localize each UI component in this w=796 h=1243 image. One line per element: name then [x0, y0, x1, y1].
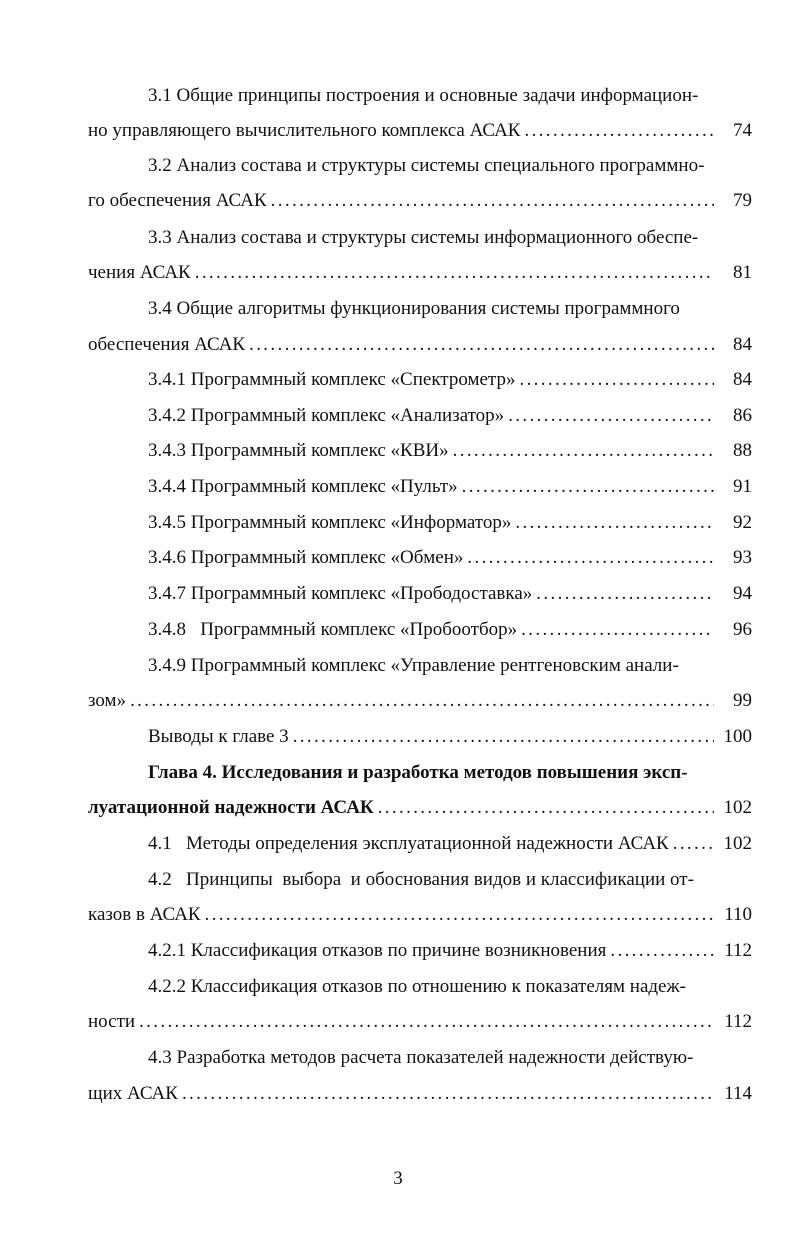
- toc-page-number: 88: [733, 440, 752, 461]
- dot-leader: [130, 688, 714, 714]
- toc-page-number: 94: [733, 583, 752, 604]
- toc-entry-3-4-9-line1: [148, 653, 752, 679]
- toc-page-number: 79: [733, 190, 752, 211]
- toc-entry-text: щих АСАК: [88, 1083, 178, 1104]
- toc-entry-text: 4.2.2 Классификация отказов по отношению к показателям надеж-: [148, 976, 686, 997]
- toc-entry-text: 3.4.5 Программный комплекс «Информатор»: [148, 512, 512, 533]
- toc-page-number: 84: [733, 369, 752, 390]
- toc-entry-text: 3.1 Общие принципы построения и основные задачи информацион-: [148, 85, 699, 106]
- dot-leader: [462, 474, 714, 500]
- toc-entry-3-4-7: [148, 581, 752, 607]
- dot-leader: [249, 332, 714, 358]
- toc-entry-text: 3.4 Общие алгоритмы функционирования системы программного: [148, 298, 680, 319]
- toc-page-number: 99: [733, 690, 752, 711]
- toc-page-number: 112: [724, 940, 752, 961]
- dot-leader: [508, 403, 714, 429]
- toc-page-number: 74: [733, 120, 752, 141]
- toc-entry-text: Выводы к главе 3: [148, 726, 289, 747]
- toc-entry-text: но управляющего вычислительного комплекса АСАК: [88, 120, 521, 141]
- toc-entry-text: 3.4.6 Программный комплекс «Обмен»: [148, 547, 464, 568]
- toc-entry-text: 3.2 Анализ состава и структуры системы специального программно-: [148, 155, 705, 176]
- toc-entry-3-4-2: [148, 403, 752, 429]
- toc-entry-3-4-line1: [148, 296, 752, 322]
- toc-page-number: 96: [733, 619, 752, 640]
- toc-entry-text: 3.4.9 Программный комплекс «Управление рентгеновским анали-: [148, 655, 679, 676]
- dot-leader: [139, 1009, 714, 1035]
- toc-entry-3-4-4: [148, 474, 752, 500]
- toc-page-number: 91: [733, 476, 752, 497]
- toc-entry-text: зом»: [88, 690, 127, 711]
- toc-chapter-title: луатационной надежности АСАК: [88, 797, 374, 818]
- toc-entry-conclusions-3: [148, 724, 752, 750]
- toc-entry-text: ности: [88, 1011, 136, 1032]
- dot-leader: [519, 367, 714, 393]
- toc-entry-text: казов в АСАК: [88, 904, 201, 925]
- toc-entry-3-4-8: [148, 617, 752, 643]
- toc-entry-4-2-2-line1: [148, 974, 752, 1000]
- toc-entry-3-3-line1: [148, 225, 752, 251]
- toc-entry-text: чения АСАК: [88, 262, 191, 283]
- toc-entry-3-3-line2: [88, 260, 752, 286]
- toc-entry-3-4-5: [148, 510, 752, 536]
- toc-entry-4-3-line1: [148, 1045, 752, 1071]
- dot-leader: [195, 260, 714, 286]
- toc-entry-text: 3.4.2 Программный комплекс «Анализатор»: [148, 405, 505, 426]
- toc-entry-text: 3.4.4 Программный комплекс «Пульт»: [148, 476, 458, 497]
- dot-leader: [453, 438, 714, 464]
- toc-entry-text: 4.2 Принципы выбора и обоснования видов и классификации от-: [148, 869, 694, 890]
- toc-page-number: 102: [723, 797, 752, 818]
- toc-entry-text: 3.4.8 Программный комплекс «Пробоотбор»: [148, 619, 518, 640]
- toc-entry-4-2-2-line2: [88, 1009, 752, 1035]
- toc-entry-text: го обеспечения АСАК: [88, 190, 267, 211]
- toc-entry-text: 4.2.1 Классификация отказов по причине возникновения: [148, 940, 607, 961]
- dot-leader: [467, 545, 714, 571]
- toc-entry-text: обеспечения АСАК: [88, 334, 246, 355]
- dot-leader: [536, 581, 714, 607]
- page-number: 3: [393, 1168, 403, 1189]
- toc-chapter-4-line1: [148, 760, 752, 786]
- toc-entry-3-1-line1: [148, 83, 752, 109]
- toc-page-number: 112: [724, 1011, 752, 1032]
- dot-leader: [524, 118, 714, 144]
- toc-page-number: 84: [733, 334, 752, 355]
- toc-entry-3-4-1: [148, 367, 752, 393]
- toc-entry-3-2-line1: [148, 153, 752, 179]
- toc-page-number: 110: [724, 904, 752, 925]
- toc-entry-3-4-line2: [88, 332, 752, 358]
- dot-leader: [673, 831, 714, 857]
- toc-entry-4-1: [148, 831, 752, 857]
- toc-page-number: 93: [733, 547, 752, 568]
- dot-leader: [182, 1081, 714, 1107]
- toc-entry-3-1-line2: [88, 118, 752, 144]
- dot-leader: [271, 188, 714, 214]
- toc-entry-4-3-line2: [88, 1081, 752, 1107]
- dot-leader: [515, 510, 714, 536]
- toc-entry-3-4-3: [148, 438, 752, 464]
- toc-entry-text: 4.1 Методы определения эксплуатационной надежности АСАК: [148, 833, 669, 854]
- toc-page-number: 92: [733, 512, 752, 533]
- dot-leader: [205, 902, 714, 928]
- toc-entry-4-2-line2: [88, 902, 752, 928]
- toc-chapter-4-line2: [88, 795, 752, 821]
- dot-leader: [293, 724, 714, 750]
- toc-entry-text: 4.3 Разработка методов расчета показателей надежности действую-: [148, 1047, 694, 1068]
- toc-page-number: 102: [723, 833, 752, 854]
- toc-chapter-title: Глава 4. Исследования и разработка методов повышения эксп-: [148, 762, 688, 783]
- toc-entry-4-2-line1: [148, 867, 752, 893]
- toc-entry-text: 3.4.3 Программный комплекс «КВИ»: [148, 440, 449, 461]
- toc-entry-text: 3.4.1 Программный комплекс «Спектрометр»: [148, 369, 516, 390]
- toc-entry-text: 3.3 Анализ состава и структуры системы информационного обеспе-: [148, 227, 699, 248]
- dot-leader: [610, 938, 714, 964]
- toc-page-number: 86: [733, 405, 752, 426]
- dot-leader: [521, 617, 714, 643]
- toc-page-number: 100: [723, 726, 752, 747]
- toc-entry-3-2-line2: [88, 188, 752, 214]
- toc-entry-4-2-1: [148, 938, 752, 964]
- toc-entry-text: 3.4.7 Программный комплекс «Прободоставка»: [148, 583, 533, 604]
- toc-page-number: 81: [733, 262, 752, 283]
- toc-entry-3-4-6: [148, 545, 752, 571]
- toc-entry-3-4-9-line2: [88, 688, 752, 714]
- dot-leader: [378, 795, 714, 821]
- toc-page-number: 114: [724, 1083, 752, 1104]
